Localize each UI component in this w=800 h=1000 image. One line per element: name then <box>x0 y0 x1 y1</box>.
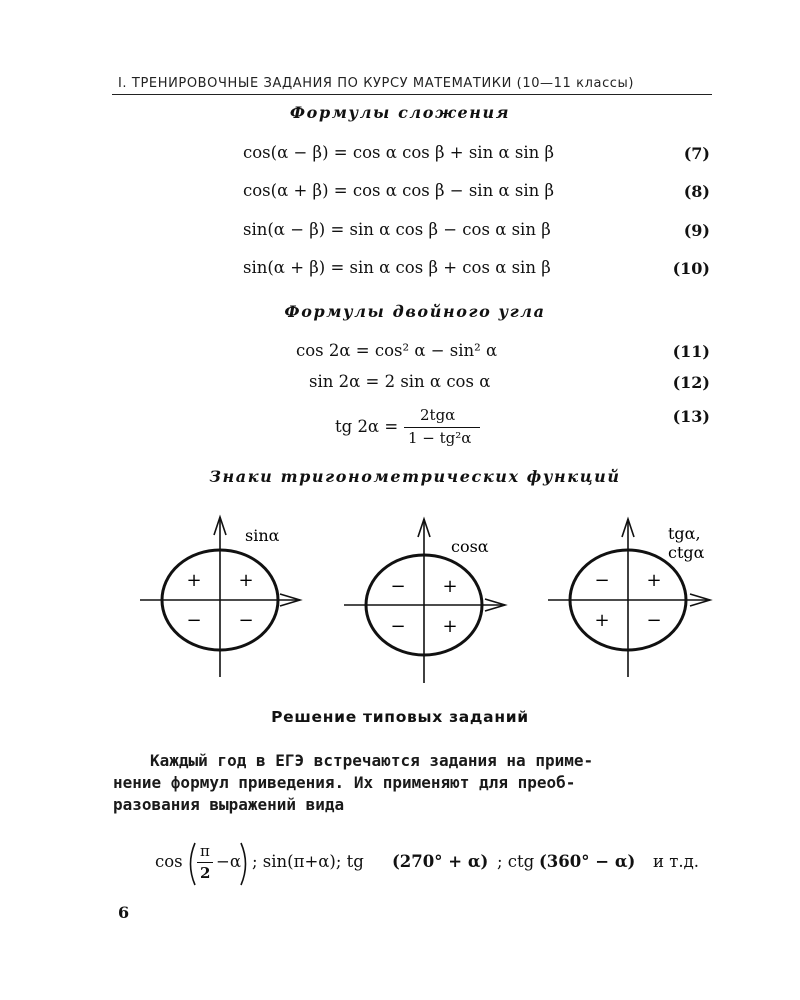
two-denominator: 2 <box>200 864 211 882</box>
quadrant-sign: − <box>238 610 254 631</box>
quadrant-sign: + <box>238 570 254 591</box>
minus-alpha: −α <box>216 852 241 871</box>
header-rule <box>112 94 712 95</box>
cos-function: cos <box>155 852 183 871</box>
formula-13-numerator: 2tgα <box>420 406 456 424</box>
right-paren-icon <box>239 842 251 886</box>
sign-diagrams <box>0 505 800 695</box>
formula-10: sin(α + β) = sin α cos β + cos α sin β <box>243 258 551 277</box>
quadrant-sign: + <box>646 570 662 591</box>
running-head: I. ТРЕНИРОВОЧНЫЕ ЗАДАНИЯ ПО КУРСУ МАТЕМАТИКИ (10—11 классы) <box>118 76 635 91</box>
equation-number-11: (11) <box>672 342 710 361</box>
pi-numerator: π <box>200 842 210 860</box>
formula-13-left: tg 2α = <box>335 417 399 436</box>
quadrant-sign: − <box>186 610 202 631</box>
equation-number-8: (8) <box>683 182 710 201</box>
equation-number-13: (13) <box>672 407 710 426</box>
left-paren-icon <box>185 842 197 886</box>
sin-sign-diagram <box>140 517 300 677</box>
paragraph-line: Каждый год в ЕГЭ встречаются задания на приме- <box>150 751 594 770</box>
fraction-bar <box>404 427 480 428</box>
formula-8: cos(α + β) = cos α cos β − sin α sin β <box>243 181 555 200</box>
sin-label: sinα <box>245 526 280 545</box>
reduction-formula-examples <box>155 840 715 890</box>
formula-12: sin 2α = 2 sin α cos α <box>309 372 491 391</box>
quadrant-sign: + <box>442 576 458 597</box>
sin-tg-part: ; sin(π+α); tg <box>252 852 364 871</box>
tg-label: tgα, <box>668 524 701 543</box>
quadrant-sign: − <box>390 576 406 597</box>
solution-title: Решение типовых заданий <box>271 708 529 726</box>
cos-label: cosα <box>451 537 489 556</box>
paragraph-line: нение формул приведения. Их применяют для преоб- <box>113 773 576 792</box>
quadrant-sign: − <box>646 610 662 631</box>
quadrant-sign: − <box>594 570 610 591</box>
ctg-argument: (360° − α) <box>539 852 636 871</box>
quadrant-sign: + <box>442 616 458 637</box>
tg-ctg-sign-diagram <box>548 519 710 677</box>
equation-number-9: (9) <box>683 221 710 240</box>
paragraph-line: разования выражений вида <box>113 795 345 814</box>
ctg-label: ctgα <box>668 543 705 562</box>
page-number: 6 <box>118 903 130 922</box>
paragraph <box>113 750 713 816</box>
quadrant-sign: + <box>594 610 610 631</box>
signs-title: Знаки тригонометрических функций <box>209 467 621 486</box>
formula-7: cos(α − β) = cos α cos β + sin α sin β <box>243 143 555 162</box>
cos-sign-diagram <box>344 519 505 683</box>
formula-11: cos 2α = cos² α − sin² α <box>296 341 498 360</box>
formula-9: sin(α − β) = sin α cos β − cos α sin β <box>243 220 551 239</box>
equation-number-7: (7) <box>683 144 710 163</box>
etc-text: и т.д. <box>653 852 700 871</box>
quadrant-sign: − <box>390 616 406 637</box>
tg-argument: (270° + α) <box>392 852 489 871</box>
equation-number-10: (10) <box>672 259 710 278</box>
addition-formulas-title: Формулы сложения <box>289 103 511 122</box>
small-fraction-bar <box>197 862 213 863</box>
formula-13-denominator: 1 − tg²α <box>408 429 472 447</box>
equation-number-12: (12) <box>672 373 710 392</box>
quadrant-sign: + <box>186 570 202 591</box>
double-angle-title: Формулы двойного угла <box>284 302 546 321</box>
ctg-part: ; ctg <box>497 852 535 871</box>
